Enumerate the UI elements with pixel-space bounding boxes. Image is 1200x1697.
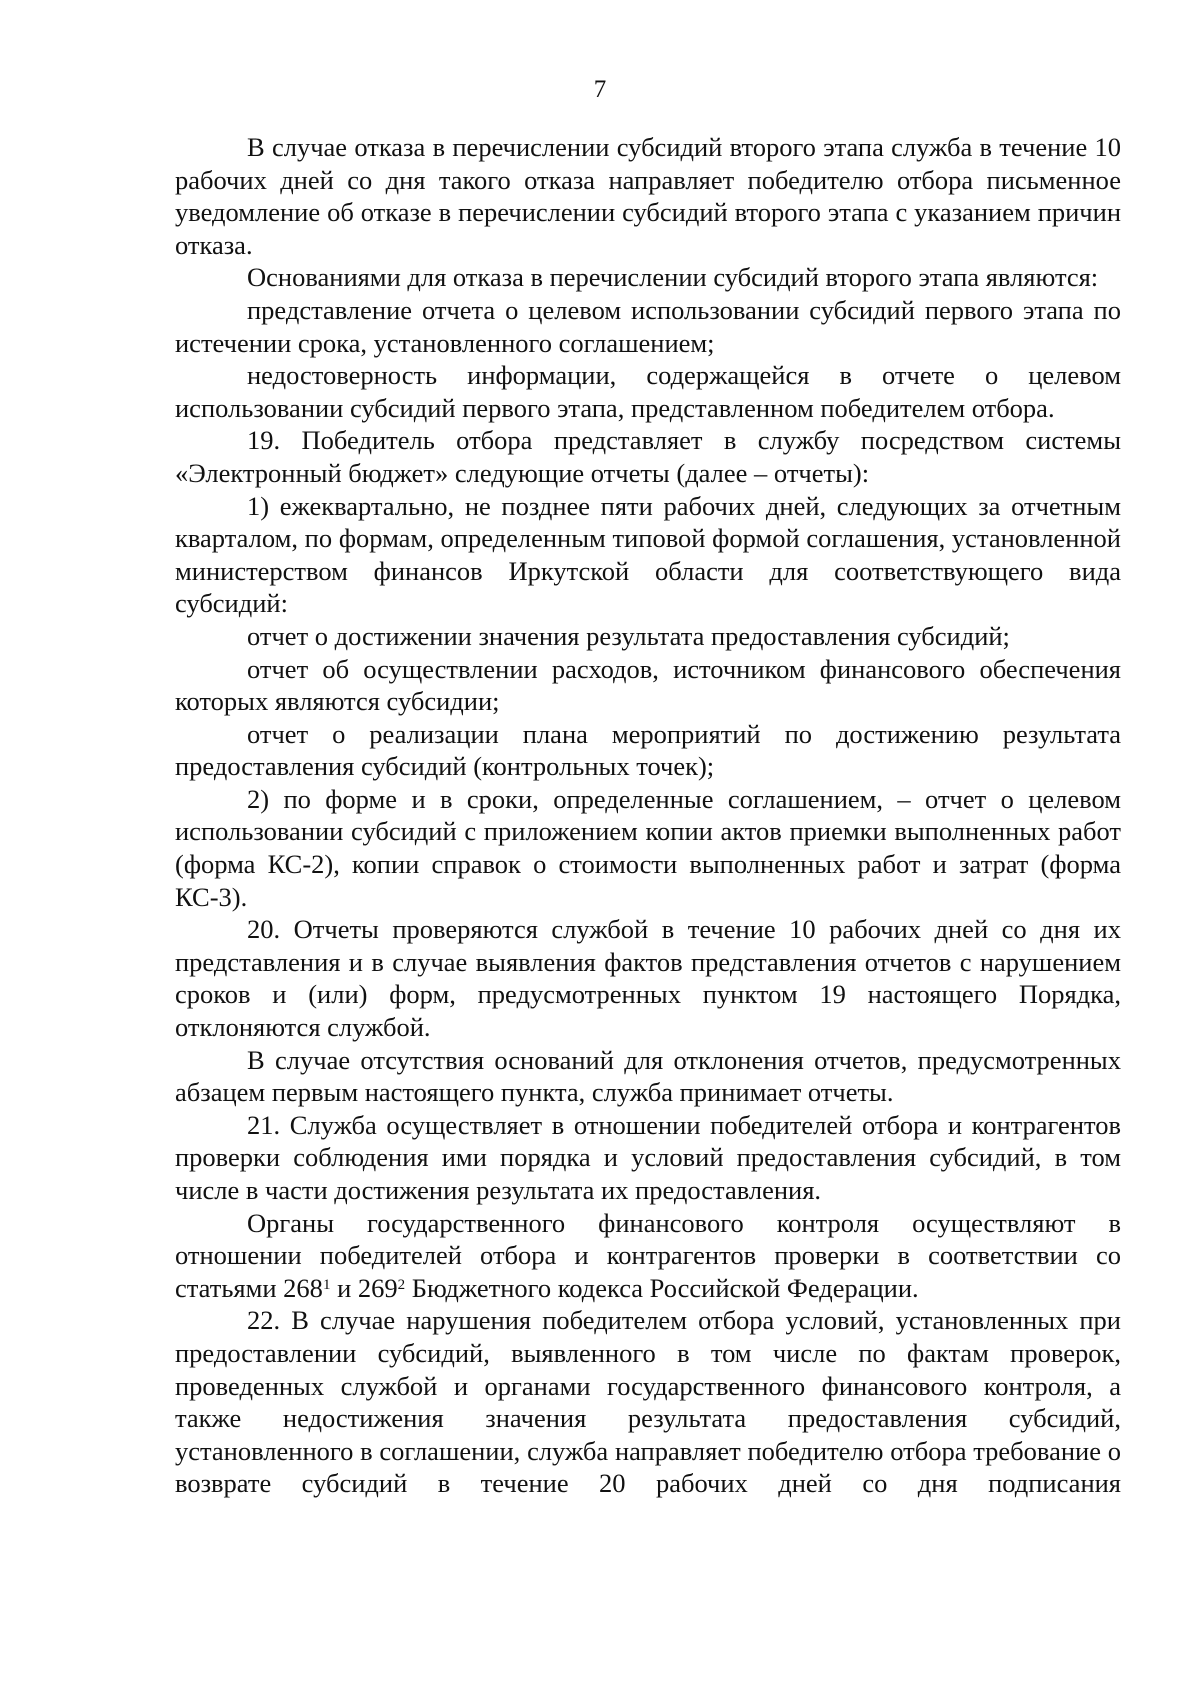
financial-control-text-middle: и 269 [330,1272,398,1303]
paragraph-item-19: 19. Победитель отбора представляет в службу посредством системы «Электронный бюджет» следующие отчеты (далее – отчеты): [175,425,1121,488]
financial-control-text-start: Органы государственного финансового контроля осуществляют в отношении победителей отбора и контрагентов проверки в соответствии со статьями 268 [175,1207,1121,1303]
superscript-one: 1 [322,1276,331,1293]
superscript-two: 2 [397,1276,406,1293]
paragraph-unreliable-info: недостоверность информации, содержащейся в отчете о целевом использовании субсидий первого этапа, представленном победителем отбора. [175,360,1121,423]
paragraph-refusal-second-stage: В случае отказа в перечислении субсидий второго этапа служба в течение 10 рабочих дней со дня такого отказа направляет победителю отбора письменное уведомление об отказе в перечислении субсидий второго этапа с указанием причин отказа. [175,132,1121,260]
paragraph-item-20-accept: В случае отсутствия оснований для отклонения отчетов, предусмотренных абзацем первым настоящего пункта, служба принимает отчеты. [175,1044,1121,1108]
paragraph-item-19-2: 2) по форме и в сроки, определенные соглашением, – отчет о целевом использовании субсидий с приложением копии актов приемки выполненных работ (форма КС-2), копии справок о стоимости выполненных работ и затрат (форма КС-3). [175,783,1121,912]
paragraph-report-result: отчет о достижении значения результата предоставления субсидий; [247,620,1010,651]
paragraph-report-expenses: отчет об осуществлении расходов, источником финансового обеспечения которых являются субсидии; [175,653,1121,717]
paragraph-report-plan: отчет о реализации плана мероприятий по достижению результата предоставления субсидий (контрольных точек); [175,718,1121,782]
document-body [175,131,1121,1500]
page-number: 7 [593,76,607,103]
paragraph-item-20: 20. Отчеты проверяются службой в течение 10 рабочих дней со дня их представления и в случае выявления фактов представления отчетов с нарушением сроков и (или) форм, предусмотренных пунктом 19 настоящего Порядка, отклоняются службой. [175,914,1121,1043]
paragraph-item-19-1: 1) ежеквартально, не позднее пяти рабочих дней, следующих за отчетным кварталом, по формам, определенным типовой формой соглашения, установленной министерством финансов Иркутской области для соответствующего вида субсидий: [175,490,1121,619]
paragraph-late-report: представление отчета о целевом использовании субсидий первого этапа по истечении срока, установленного соглашением; [175,294,1121,358]
paragraph-item-21: 21. Служба осуществляет в отношении победителей отбора и контрагентов проверки соблюдения ими порядка и условий предоставления субсидий, в том числе в части достижения результата их предоставления. [175,1109,1121,1205]
paragraph-financial-control [175,1207,1121,1305]
financial-control-text-end: Бюджетного кодекса Российской Федерации. [405,1272,919,1303]
paragraph-refusal-grounds: Основаниями для отказа в перечислении субсидий второго этапа являются: [247,262,1099,293]
paragraph-item-22: 22. В случае нарушения победителем отбора условий, установленных при предоставлении субсидий, выявленного в том числе по фактам проверок, проведенных службой и органами государственного финансового контроля, а также недостижения значения результата предоставления субсидий, установленного в соглашении, служба направляет победителю отбора требование о возврате субсидий в течение 20 рабочих дней со дня подписания [175,1305,1121,1499]
